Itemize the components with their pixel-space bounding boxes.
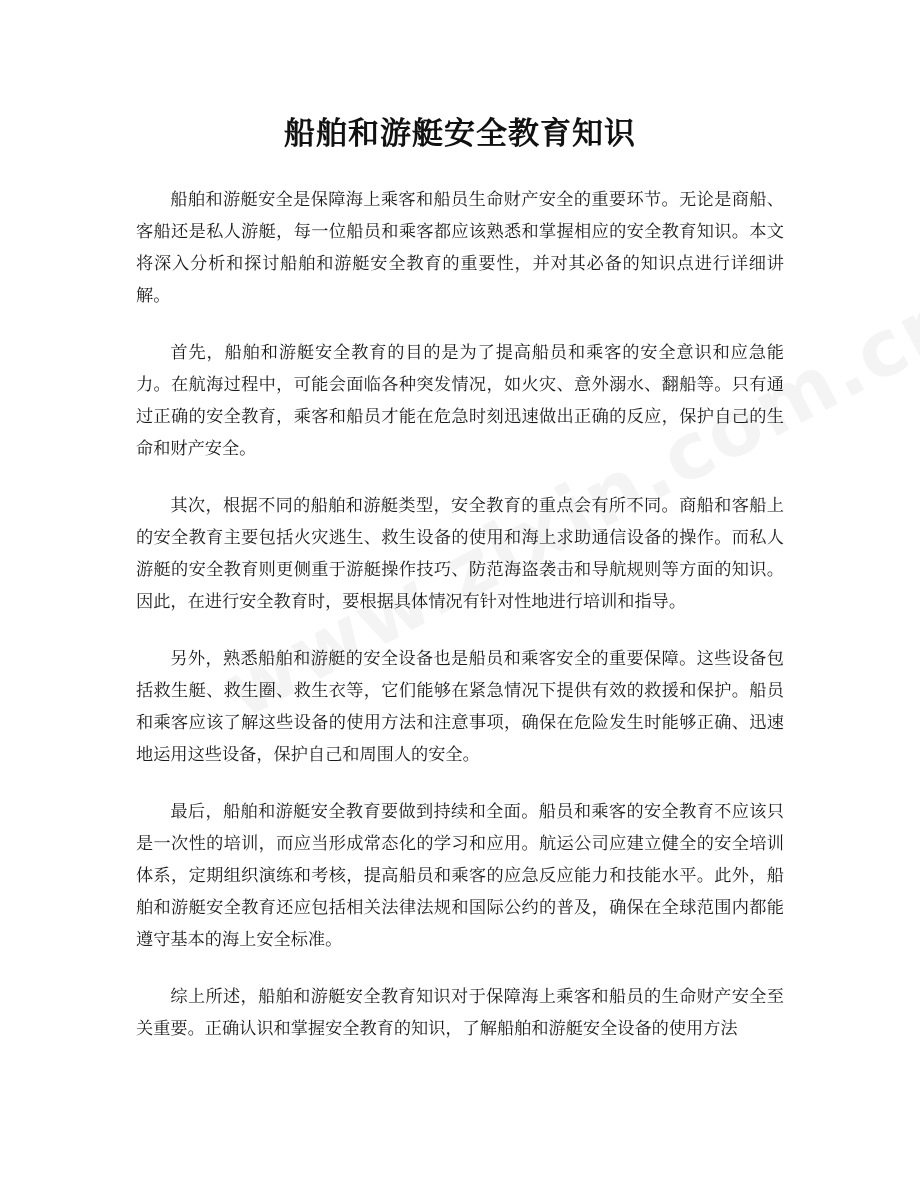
paragraph-second: 其次，根据不同的船舶和游艇类型，安全教育的重点会有所不同。商船和客船上的安全教育主要包括火灾逃生、救生设备的使用和海上求助通信设备的操作。而私人游艇的安全教育则更侧重于游艇操作技巧、防范海盗袭击和导航规则等方面的知识。因此，在进行安全教育时，要根据具体情况有针对性地进行培训和指导。	[136, 496, 784, 612]
document-title: 船舶和游艇安全教育知识	[284, 116, 636, 152]
paragraph-intro: 船舶和游艇安全是保障海上乘客和船员生命财产安全的重要环节。无论是商船、客船还是私人游艇，每一位船员和乘客都应该熟悉和掌握相应的安全教育知识。本文将深入分析和探讨船舶和游艇安全教育的重要性，并对其必备的知识点进行详细讲解。	[136, 190, 784, 306]
paragraph-first: 首先，船舶和游艇安全教育的目的是为了提高船员和乘客的安全意识和应急能力。在航海过程中，可能会面临各种突发情况，如火灾、意外溺水、翻船等。只有通过正确的安全教育，乘客和船员才能在危急时刻迅速做出正确的反应，保护自己的生命和财产安全。	[136, 343, 784, 459]
paragraph-last: 最后，船舶和游艇安全教育要做到持续和全面。船员和乘客的安全教育不应该只是一次性的培训，而应当形成常态化的学习和应用。航运公司应建立健全的安全培训体系，定期组织演练和考核，提高船员和乘客的应急反应能力和技能水平。此外，船舶和游艇安全教育还应包括相关法律法规和国际公约的普及，确保在全球范围内都能遵守基本的海上安全标准。	[136, 802, 784, 950]
paragraph-equipment: 另外，熟悉船舶和游艇的安全设备也是船员和乘客安全的重要保障。这些设备包括救生艇、救生圈、救生衣等，它们能够在紧急情况下提供有效的救援和保护。船员和乘客应该了解这些设备的使用方法和注意事项，确保在危险发生时能够正确、迅速地运用这些设备，保护自己和周围人的安全。	[136, 649, 784, 765]
document-body	[136, 184, 784, 1070]
paragraph-summary: 综上所述，船舶和游艇安全教育知识对于保障海上乘客和船员的生命财产安全至关重要。正确认识和掌握安全教育的知识，了解船舶和游艇安全设备的使用方法	[136, 987, 784, 1039]
